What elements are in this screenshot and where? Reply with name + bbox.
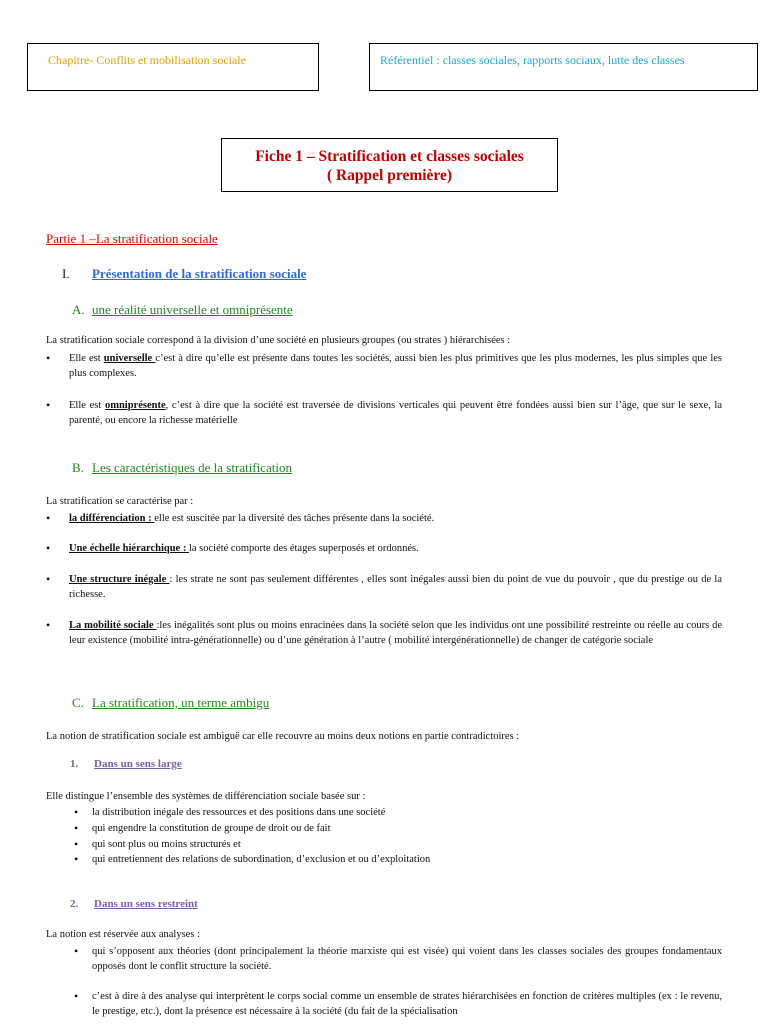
bullet-keyword: universelle	[103, 353, 156, 364]
point-1-title: Dans un sens large	[94, 758, 182, 770]
bullet-text: c’est à dire à des analyse qui interprètent le corps social comme un ensemble de strates hiérarchisées en fonction de critères multiples (ex : le revenu, le prestige, etc.), dont la présence est nécessaire à la société (du fait de la spécialisation	[92, 991, 722, 1017]
bullet-text: , c’est à dire que la société est traversée de divisions verticales qui peuvent être fondées aussi bien sur l’âge, que sur le sexe, la parenté, ou encore la richesse matérielle	[69, 400, 722, 426]
list-item	[46, 398, 722, 428]
bullet-icon: •	[46, 618, 51, 632]
bullet-keyword: Une échelle hiérarchique :	[69, 543, 189, 554]
subsection-a-letter: A.	[72, 302, 85, 317]
list-item	[46, 511, 722, 526]
subsection-c-heading	[72, 695, 269, 711]
list-item	[74, 944, 722, 974]
subsection-b-heading	[72, 460, 292, 476]
bullet-icon: •	[74, 805, 79, 819]
list-item	[46, 351, 722, 381]
subsection-c-intro: La notion de stratification sociale est ambiguë car elle recouvre au moins deux notions en partie contradictoires :	[46, 731, 520, 742]
point-2-intro: La notion est réservée aux analyses :	[46, 929, 200, 940]
bullet-text: qui engendre la constitution de groupe de droit ou de fait	[92, 823, 331, 834]
bullet-text: : les strate ne sont pas seulement différentes , elles sont inégales aussi bien du point de vue du pouvoir , que du prestige ou de la richesse.	[69, 574, 722, 600]
point-2-title: Dans un sens restreint	[94, 898, 198, 910]
list-item	[46, 618, 722, 648]
list-item	[74, 989, 722, 1024]
bullet-text: qui sont plus ou moins structurés et	[92, 839, 241, 850]
bullet-icon: •	[46, 541, 51, 555]
bullet-icon: •	[74, 852, 79, 866]
bullet-keyword: la différenciation :	[69, 513, 155, 524]
list-item	[74, 837, 722, 852]
bullet-text: qui entretiennent des relations de subordination, d’exclusion et ou d’exploitation	[92, 854, 431, 865]
chapter-box	[27, 43, 319, 91]
subsection-b-intro: La stratification se caractérise par :	[46, 496, 194, 507]
bullet-text: la distribution inégale des ressources et des positions dans une société	[92, 807, 386, 818]
bullet-text: la société comporte des étages superposés et ordonnés.	[188, 543, 419, 554]
bullet-icon: •	[46, 351, 51, 365]
point-2-heading	[70, 898, 198, 910]
chapter-label: Chapitre- Conflits et mobilisation sociale	[48, 53, 246, 67]
section-title: Présentation de la stratification sociale	[92, 266, 307, 281]
bullet-text: c’est à dire qu’elle est présente dans toutes les sociétés, aussi bien les plus primitives que les plus modernes, les plus simples que les plus complexes.	[69, 353, 722, 379]
section-heading	[62, 266, 306, 282]
bullet-text: elle est suscitée par la diversité des tâches présente dans la société.	[154, 513, 435, 524]
subsection-c-title: La stratification, un terme ambigu	[92, 695, 270, 710]
subsection-b-letter: B.	[72, 460, 84, 475]
fiche-subtitle: ( Rappel première)	[326, 167, 453, 184]
fiche-title-box	[221, 138, 558, 192]
bullet-keyword: omniprésente	[104, 400, 166, 411]
subsection-a-title: une réalité universelle et omniprésente	[92, 302, 293, 317]
subsection-a-heading	[72, 302, 293, 318]
point-1-intro: Elle distingue l’ensemble des systèmes de différenciation sociale basée sur :	[46, 791, 366, 802]
point-1-heading	[70, 758, 182, 770]
subsection-a-intro: La stratification sociale correspond à la division d’une société en plusieurs groupes (ou strates ) hiérarchisées :	[46, 335, 511, 346]
list-item	[46, 572, 722, 602]
bullet-icon: •	[46, 511, 51, 525]
bullet-keyword: La mobilité sociale	[69, 620, 157, 631]
bullet-icon: •	[74, 837, 79, 851]
list-item	[74, 805, 722, 820]
bullet-icon: •	[74, 821, 79, 835]
bullet-prefix: Elle est	[69, 400, 105, 411]
section-number: I.	[62, 266, 70, 281]
bullet-icon: •	[46, 398, 51, 412]
bullet-prefix: Elle est	[69, 353, 104, 364]
point-1-number: 1.	[70, 758, 79, 770]
list-item	[74, 821, 722, 836]
referentiel-label: Référentiel : classes sociales, rapports sociaux, lutte des classes	[380, 53, 685, 67]
referentiel-box	[369, 43, 758, 91]
point-2-number: 2.	[70, 898, 79, 910]
bullet-icon: •	[46, 572, 51, 586]
subsection-c-letter: C.	[72, 695, 84, 710]
fiche-title: Fiche 1 – Stratification et classes sociales	[255, 148, 524, 165]
list-item	[46, 541, 722, 556]
bullet-text: :les inégalités sont plus ou moins enracinées dans la société selon que les individus ont une possibilité restreinte ou réelle au cours de leur existence (mobilité intra-générationnelle) ou d’une génération à l’autre ( mobilité intergénérationnelle) de changer de catégorie sociale	[69, 620, 722, 646]
list-item	[74, 852, 722, 867]
bullet-icon: •	[74, 989, 79, 1003]
partie-heading: Partie 1 –La stratification sociale	[46, 231, 218, 246]
bullet-icon: •	[74, 944, 79, 958]
subsection-b-title: Les caractéristiques de la stratification	[92, 460, 292, 475]
bullet-text: qui s’opposent aux théories (dont principalement la théorie marxiste qui est visée) qui voient dans les classes sociales des groupes fondamentaux opposés dont le conflit structure la société.	[92, 946, 722, 972]
bullet-keyword: Une structure inégale	[69, 574, 170, 585]
